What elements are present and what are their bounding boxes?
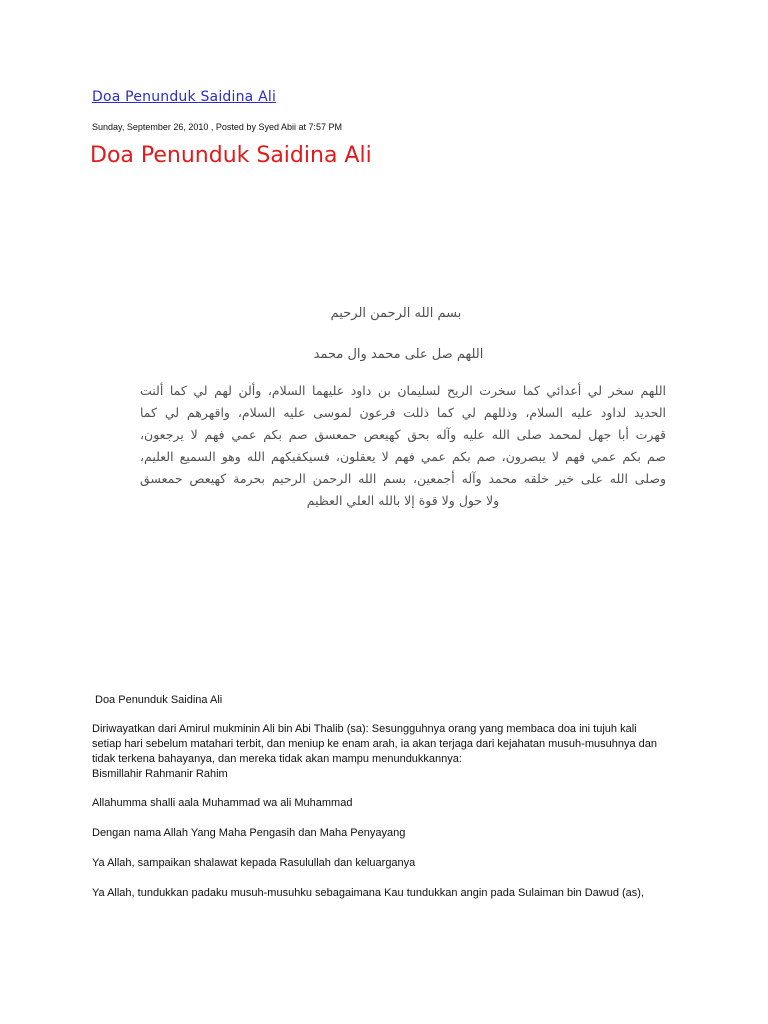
arabic-row: الحديد لداود عليه السلام، وذللهم لي كما ذللت فرعون لموسى عليه السلام، واقهرهم لي كما <box>140 405 666 420</box>
paragraph-line: tidak terkena bahayanya, dan mereka tidak akan mampu menundukkannya: <box>92 753 462 765</box>
arabic-basmala: بسم الله الرحمن الرحيم <box>330 306 462 321</box>
post-title-link[interactable]: Doa Penunduk Saidina Ali <box>92 89 277 105</box>
arabic-prayer-image <box>126 292 666 522</box>
arabic-row: صم بكم عمي فهم لا يبصرون، صم بكم عمي فهم لا يعقلون، فسيكفيكهم الله وهو السميع العليم، <box>140 449 666 464</box>
arabic-row: وصلى الله على خير خلقه محمد وآله أجمعين، بسم الله الرحمن الرحيم بحرمة كهيعص حمعسق <box>140 471 666 486</box>
salawat-transliteration: Allahumma shalli aala Muhammad wa ali Muhammad <box>92 797 353 809</box>
basmala-translation: Dengan nama Allah Yang Maha Pengasih dan Maha Penyayang <box>92 827 406 839</box>
salawat-translation: Ya Allah, sampaikan shalawat kepada Rasulullah dan keluarganya <box>92 857 416 869</box>
paragraph-line: Diriwayatkan dari Amirul mukminin Ali bin Abi Thalib (sa): Sesungguhnya orang yang membaca doa ini tujuh kali <box>92 723 637 735</box>
arabic-row: ولا حول ولا قوة إلا بالله العلي العظيم <box>306 493 500 508</box>
arabic-row: قهرت أبا جهل لمحمد صلى الله عليه وآله بحق كهيعص حمعسق صم بكم عمي فهم لا يرجعون، <box>140 427 666 442</box>
arabic-row: اللهم سخر لي أعدائي كما سخرت الريح لسليمان بن داود عليهما السلام، وألن لهم لي كما ألنت <box>140 383 666 398</box>
paragraph-line: setiap hari sebelum matahari terbit, dan meniup ke enam arah, ia akan terjaga dari kejahatan musuh-musuhnya dan <box>92 738 657 750</box>
body-title: Doa Penunduk Saidina Ali <box>95 694 223 706</box>
prayer-translation: Ya Allah, tundukkan padaku musuh-musuhku sebagaimana Kau tundukkan angin pada Sulaiman bin Dawud (as), <box>92 887 644 899</box>
paragraph-line: Bismillahir Rahmanir Rahim <box>92 768 228 780</box>
arabic-prayer-text <box>140 380 666 512</box>
post-byline: Sunday, September 26, 2010 , Posted by Syed Abii at 7:57 PM <box>92 122 342 132</box>
post-heading: Doa Penunduk Saidina Ali <box>90 143 372 168</box>
arabic-salawat: اللهم صل على محمد وآل محمد <box>313 347 484 362</box>
